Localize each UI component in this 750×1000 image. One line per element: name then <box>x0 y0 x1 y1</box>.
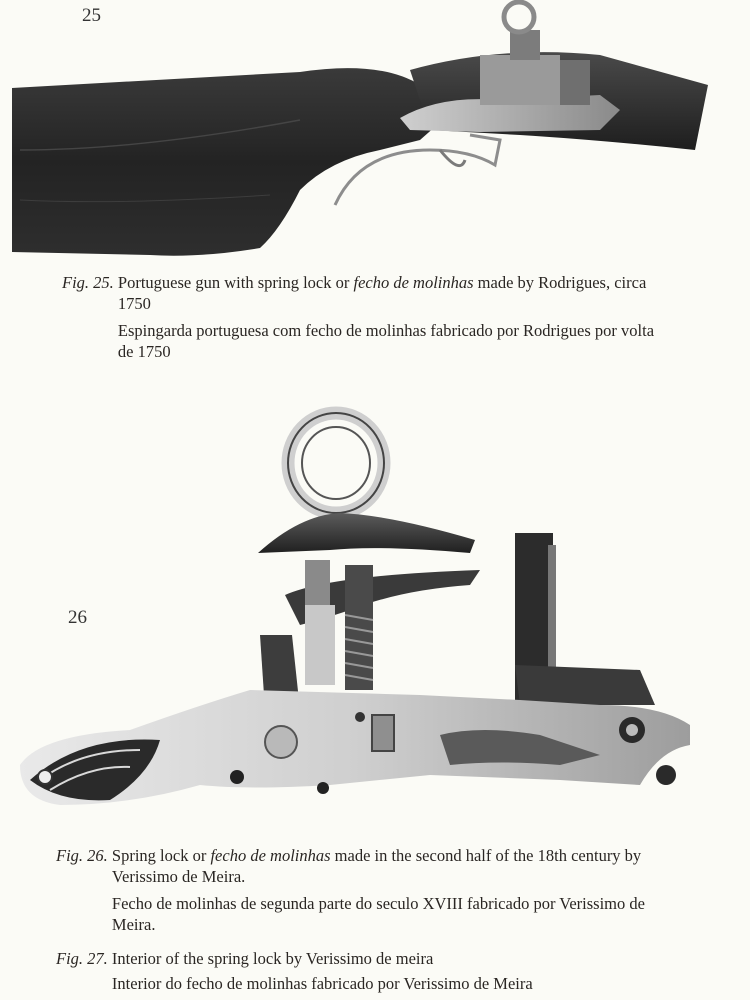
fig25-pt: Espingarda portuguesa com fecho de molinhas fabricado por Rodrigues por volta de 1750 <box>117 321 655 361</box>
lock-screw <box>345 565 373 690</box>
gun-ring <box>504 2 534 32</box>
gun-photo <box>0 0 750 265</box>
spring-lock-photo <box>0 405 750 820</box>
fig26-en: Spring lock or fecho de molinhas made in the second half of the 18th century by Verissimo de Meira. <box>111 846 642 886</box>
page-number: 25 <box>82 5 101 26</box>
fig25-en: Portuguese gun with spring lock or fecho de molinhas made by Rodrigues, circa 1750 <box>117 273 647 313</box>
gun-stock <box>12 68 445 256</box>
lock-cap <box>258 513 475 553</box>
fig27-label: Fig. 27. <box>56 949 108 968</box>
fig25-caption <box>62 272 672 362</box>
fig26-label: Fig. 26. <box>56 846 108 865</box>
fig26-pt: Fecho de molinhas de segunda parte do seculo XVIII fabricado por Verissimo de Meira. <box>111 894 645 934</box>
fig26-caption <box>56 845 666 935</box>
fig27-caption <box>56 948 666 994</box>
figure-number-26: 26 <box>68 607 87 628</box>
fig25-label: Fig. 25. <box>62 273 114 292</box>
fig27-pt: Interior do fecho de molinhas fabricado por Verissimo de Meira <box>111 974 533 993</box>
fig27-en: Interior of the spring lock by Verissimo de meira <box>111 949 434 968</box>
